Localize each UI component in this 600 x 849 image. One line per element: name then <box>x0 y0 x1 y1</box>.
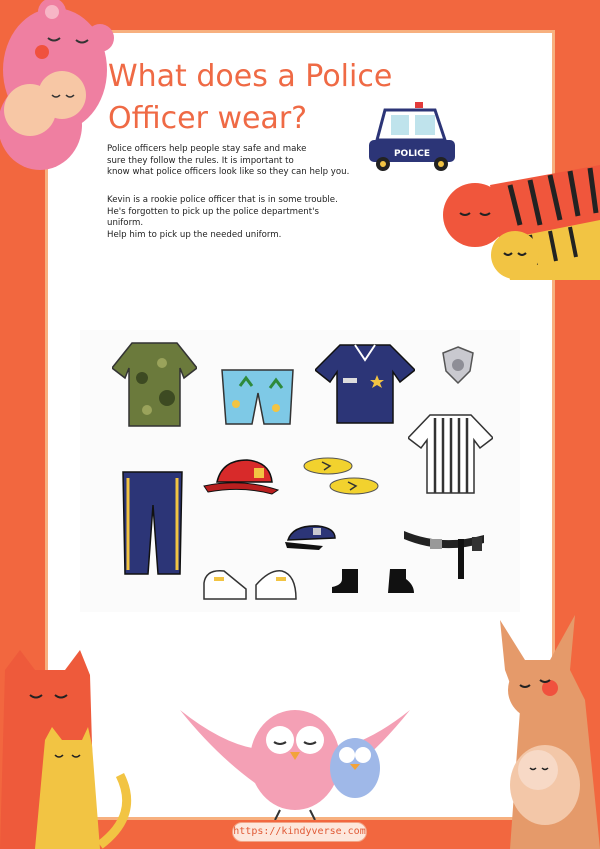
police-cap-icon[interactable] <box>283 520 338 552</box>
police-badge-icon[interactable] <box>440 345 476 385</box>
hawaiian-shorts-icon[interactable] <box>220 368 295 426</box>
duty-belt-icon[interactable] <box>402 525 487 580</box>
bear-icon <box>0 0 120 175</box>
kangaroo-icon <box>490 610 600 849</box>
car-label: POLICE <box>393 149 431 159</box>
camouflage-shirt-icon[interactable] <box>112 338 197 428</box>
sneakers-icon[interactable] <box>200 563 300 605</box>
intro-paragraph <box>107 144 352 179</box>
task-paragraph <box>107 195 357 241</box>
police-car-icon <box>365 100 460 172</box>
task-line: Kevin is a rookie police officer that is in some trouble. <box>107 195 338 205</box>
tiger-icon <box>440 165 600 285</box>
task-line: He's forgotten to pick up the police department's uniform. <box>107 206 319 228</box>
intro-line: sure they follow the rules. It is important to <box>107 155 294 166</box>
intro-line: Police officers help people stay safe and make <box>107 144 307 154</box>
police-shirt-icon[interactable] <box>315 340 415 425</box>
police-pants-icon[interactable] <box>120 470 185 576</box>
owl-icon <box>180 690 410 820</box>
website-link[interactable]: https://kindyverse.com <box>232 822 367 842</box>
flip-flops-icon[interactable] <box>302 452 380 500</box>
referee-shirt-icon[interactable] <box>408 410 493 495</box>
intro-line: know what police officers look like so they can help you. <box>107 167 350 177</box>
worksheet-title: What does a Police Officer wear? <box>108 59 393 136</box>
fire-helmet-icon[interactable] <box>202 458 280 496</box>
cat-icon <box>0 645 145 849</box>
task-line: Help him to pick up the needed uniform. <box>107 229 282 240</box>
